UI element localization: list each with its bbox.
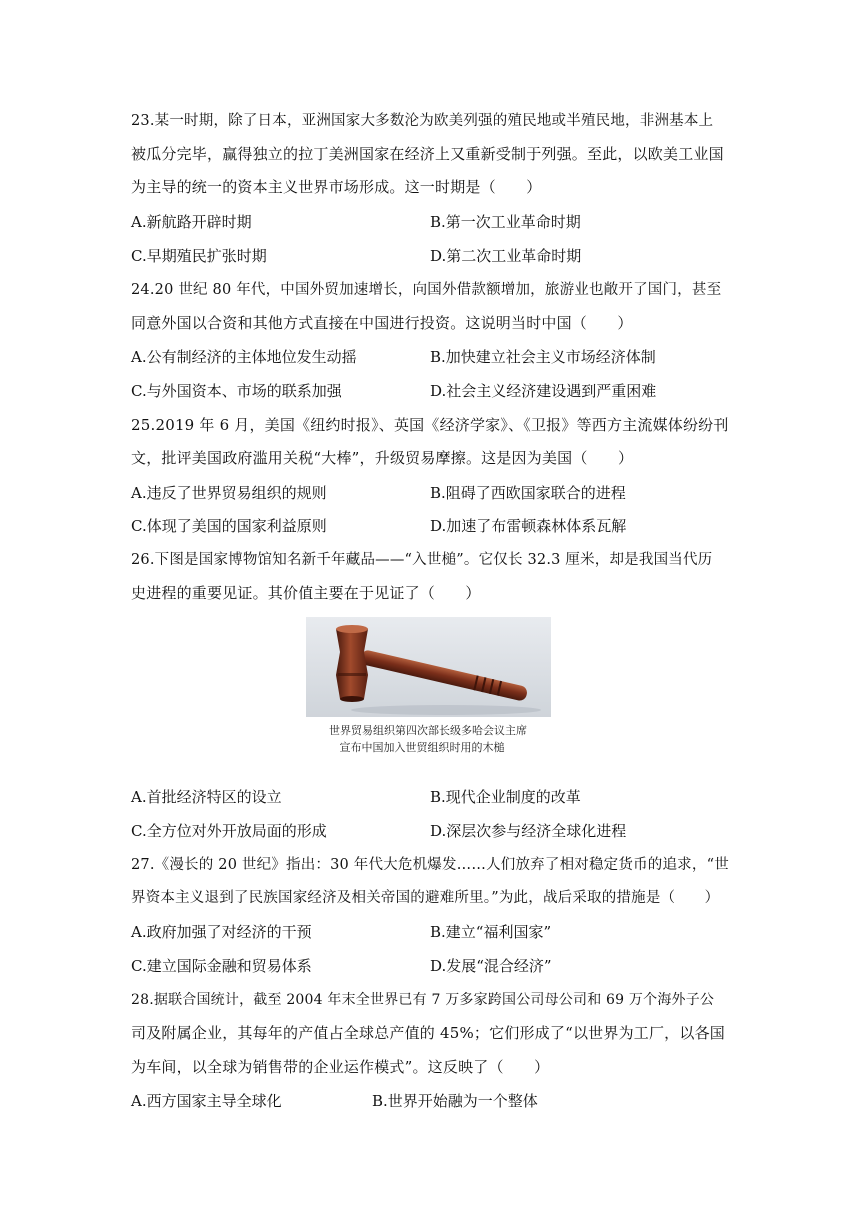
q24-option-a: A.公有制经济的主体地位发生动摇 [131, 348, 357, 366]
q26-line-2: 史进程的重要见证。其价值主要在于见证了（ ） [131, 584, 481, 602]
q23-line-3: 为主导的统一的资本主义世界市场形成。这一时期是（ ） [131, 178, 542, 196]
gavel-illustration [306, 617, 551, 767]
q24-option-c: C.与外国资本、市场的联系加强 [131, 382, 342, 400]
q26-line-1: 26.下图是国家博物馆知名新千年藏品——“入世槌”。它仅长 32.3 厘米，却是我国当代历 [131, 552, 713, 568]
q24-option-b: B.加快建立社会主义市场经济体制 [430, 348, 656, 366]
q23-option-b: B.第一次工业革命时期 [430, 213, 581, 231]
q27-option-c: C.建立国际金融和贸易体系 [131, 957, 312, 975]
q23-option-d: D.第二次工业革命时期 [430, 247, 582, 265]
q26-option-d: D.深层次参与经济全球化进程 [430, 822, 627, 840]
figure-caption-line-2: 宣布中国加入世贸组织时用的木槌 [339, 741, 505, 754]
q27-option-a: A.政府加强了对经济的干预 [131, 923, 312, 941]
q27-line-2: 界资本主义退到了民族国家经济及相关帝国的避难所里。”为此，战后采取的措施是（ ） [131, 890, 720, 906]
q26-option-c: C.全方位对外开放局面的形成 [131, 822, 327, 840]
q24-option-d: D.社会主义经济建设遇到严重困难 [430, 382, 657, 400]
q28-option-b: B.世界开始融为一个整体 [372, 1092, 538, 1110]
q28-option-a: A.西方国家主导全球化 [131, 1092, 282, 1110]
gavel-shadow [351, 705, 541, 715]
q23-line-1: 23.某一时期，除了日本，亚洲国家大多数沦为欧美列强的殖民地或半殖民地，非洲基本上 [131, 113, 714, 129]
q25-option-c: C.体现了美国的国家利益原则 [131, 517, 327, 535]
q24-line-1: 24.20 世纪 80 年代，中国外贸加速增长，向国外借款额增加，旅游业也敞开了国门，甚至 [131, 282, 722, 298]
q28-line-2: 司及附属企业，其每年的产值占全球总产值的 45%；它们形成了“以世界为工厂，以各国 [131, 1024, 725, 1042]
q25-option-b: B.阻碍了西欧国家联合的进程 [430, 484, 626, 502]
q25-line-1: 25.2019 年 6 月，美国《纽约时报》、英国《经济学家》、《卫报》等西方主流媒体纷纷刊 [131, 416, 729, 434]
q26-option-b: B.现代企业制度的改革 [430, 788, 581, 806]
q25-option-a: A.违反了世界贸易组织的规则 [131, 484, 327, 502]
q23-option-a: A.新航路开辟时期 [131, 213, 252, 231]
gavel-figure [306, 617, 551, 767]
q26-option-a: A.首批经济特区的设立 [131, 788, 282, 806]
q25-option-d: D.加速了布雷顿森林体系瓦解 [430, 517, 627, 535]
q23-option-c: C.早期殖民扩张时期 [131, 247, 267, 265]
q24-line-2: 同意外国以合资和其他方式直接在中国进行投资。这说明当时中国（ ） [131, 314, 633, 332]
q27-line-1: 27.《漫长的 20 世纪》指出：30 年代大危机爆发……人们放弃了相对稳定货币的追求，“世 [131, 857, 729, 873]
q27-option-d: D.发展“混合经济” [430, 957, 552, 975]
q27-option-b: B.建立“福利国家” [430, 923, 552, 941]
q23-line-2: 被瓜分完毕，赢得独立的拉丁美洲国家在经济上又重新受制于列强。至此，以欧美工业国 [131, 145, 724, 163]
q28-line-3: 为车间，以全球为销售带的企业运作模式”。这反映了（ ） [131, 1058, 550, 1076]
q25-line-2: 文，批评美国政府滥用关税“大棒”，升级贸易摩擦。这是因为美国（ ） [131, 449, 634, 467]
gavel-head [336, 625, 368, 702]
q28-line-1: 28.据联合国统计，截至 2004 年末全世界已有 7 万多家跨国公司母公司和 69 万个海外子公 [131, 992, 715, 1008]
figure-caption-line-1: 世界贸易组织第四次部长级多哈会议主席 [329, 724, 527, 737]
